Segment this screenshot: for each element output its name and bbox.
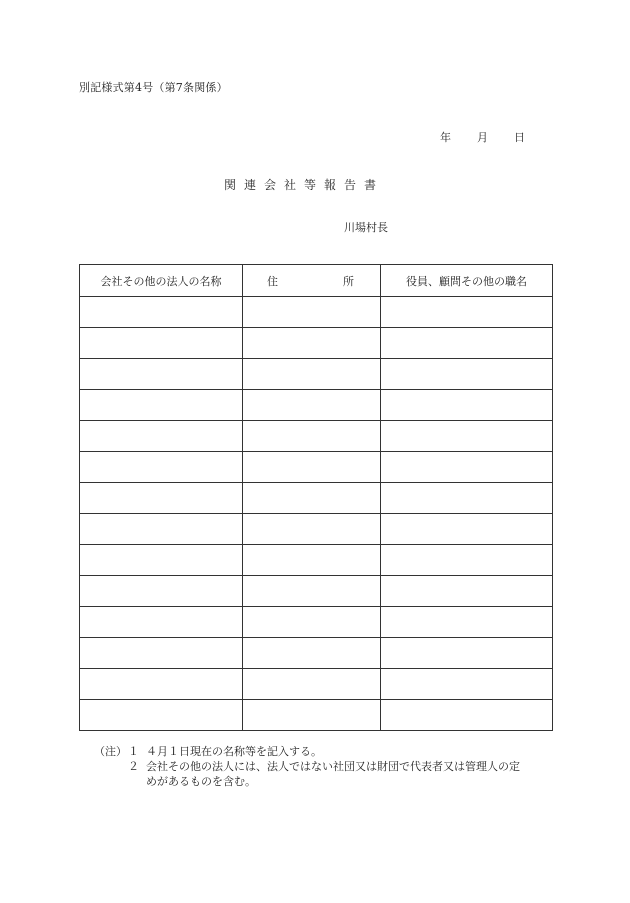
cell-officer[interactable] (381, 359, 553, 390)
header-address: 住 所 (243, 265, 381, 297)
cell-name[interactable] (80, 483, 243, 514)
cell-name[interactable] (80, 514, 243, 545)
cell-address[interactable] (243, 359, 381, 390)
note-2 (94, 759, 566, 774)
cell-address[interactable] (243, 390, 381, 421)
cell-officer[interactable] (381, 638, 553, 669)
cell-address[interactable] (243, 514, 381, 545)
table-row (80, 359, 553, 390)
cell-officer[interactable] (381, 576, 553, 607)
table-row (80, 669, 553, 700)
note-number: ２ (128, 760, 139, 773)
header-officer: 役員、顧問その他の職名 (381, 265, 553, 297)
note-2-continuation: めがあるものを含む。 (146, 775, 256, 788)
cell-address[interactable] (243, 297, 381, 328)
table-header-row (80, 265, 553, 297)
cell-name[interactable] (80, 421, 243, 452)
table-row (80, 607, 553, 638)
table-row (80, 638, 553, 669)
header-name: 会社その他の法人の名称 (80, 265, 243, 297)
table-row (80, 297, 553, 328)
cell-name[interactable] (80, 359, 243, 390)
cell-name[interactable] (80, 700, 243, 731)
cell-address[interactable] (243, 700, 381, 731)
note-prefix: （注） (94, 745, 127, 758)
cell-address[interactable] (243, 452, 381, 483)
cell-officer[interactable] (381, 669, 553, 700)
document-title: 関連会社等報告書 (224, 178, 385, 192)
cell-address[interactable] (243, 607, 381, 638)
report-table (79, 264, 553, 731)
table-row (80, 421, 553, 452)
cell-name[interactable] (80, 607, 243, 638)
date-year: 年 (440, 131, 451, 144)
cell-name[interactable] (80, 545, 243, 576)
table-row (80, 328, 553, 359)
cell-name[interactable] (80, 452, 243, 483)
cell-name[interactable] (80, 328, 243, 359)
date-line (440, 129, 525, 145)
note-text: ４月１日現在の名称等を記入する。 (146, 745, 322, 758)
date-month: 月 (477, 131, 488, 144)
cell-name[interactable] (80, 576, 243, 607)
form-label: 別記様式第4号（第7条関係） (79, 81, 228, 94)
cell-name[interactable] (80, 669, 243, 700)
table-row (80, 576, 553, 607)
cell-address[interactable] (243, 421, 381, 452)
cell-address[interactable] (243, 669, 381, 700)
table-row (80, 514, 553, 545)
cell-officer[interactable] (381, 545, 553, 576)
cell-officer[interactable] (381, 297, 553, 328)
cell-address[interactable] (243, 483, 381, 514)
note-number: １ (128, 745, 139, 758)
note-1 (94, 744, 566, 759)
cell-name[interactable] (80, 638, 243, 669)
cell-officer[interactable] (381, 421, 553, 452)
cell-officer[interactable] (381, 328, 553, 359)
cell-officer[interactable] (381, 514, 553, 545)
cell-address[interactable] (243, 328, 381, 359)
cell-address[interactable] (243, 545, 381, 576)
cell-officer[interactable] (381, 452, 553, 483)
cell-officer[interactable] (381, 607, 553, 638)
table-row (80, 390, 553, 421)
cell-name[interactable] (80, 297, 243, 328)
table-row (80, 700, 553, 731)
addressee: 川場村長 (344, 221, 388, 234)
table-row (80, 545, 553, 576)
table-row (80, 483, 553, 514)
cell-officer[interactable] (381, 390, 553, 421)
cell-officer[interactable] (381, 700, 553, 731)
table-row (80, 452, 553, 483)
cell-address[interactable] (243, 576, 381, 607)
cell-officer[interactable] (381, 483, 553, 514)
notes (94, 744, 566, 789)
date-day: 日 (514, 131, 525, 144)
note-text: 会社その他の法人には、法人ではない社団又は財団で代表者又は管理人の定 (146, 760, 520, 773)
cell-address[interactable] (243, 638, 381, 669)
cell-name[interactable] (80, 390, 243, 421)
